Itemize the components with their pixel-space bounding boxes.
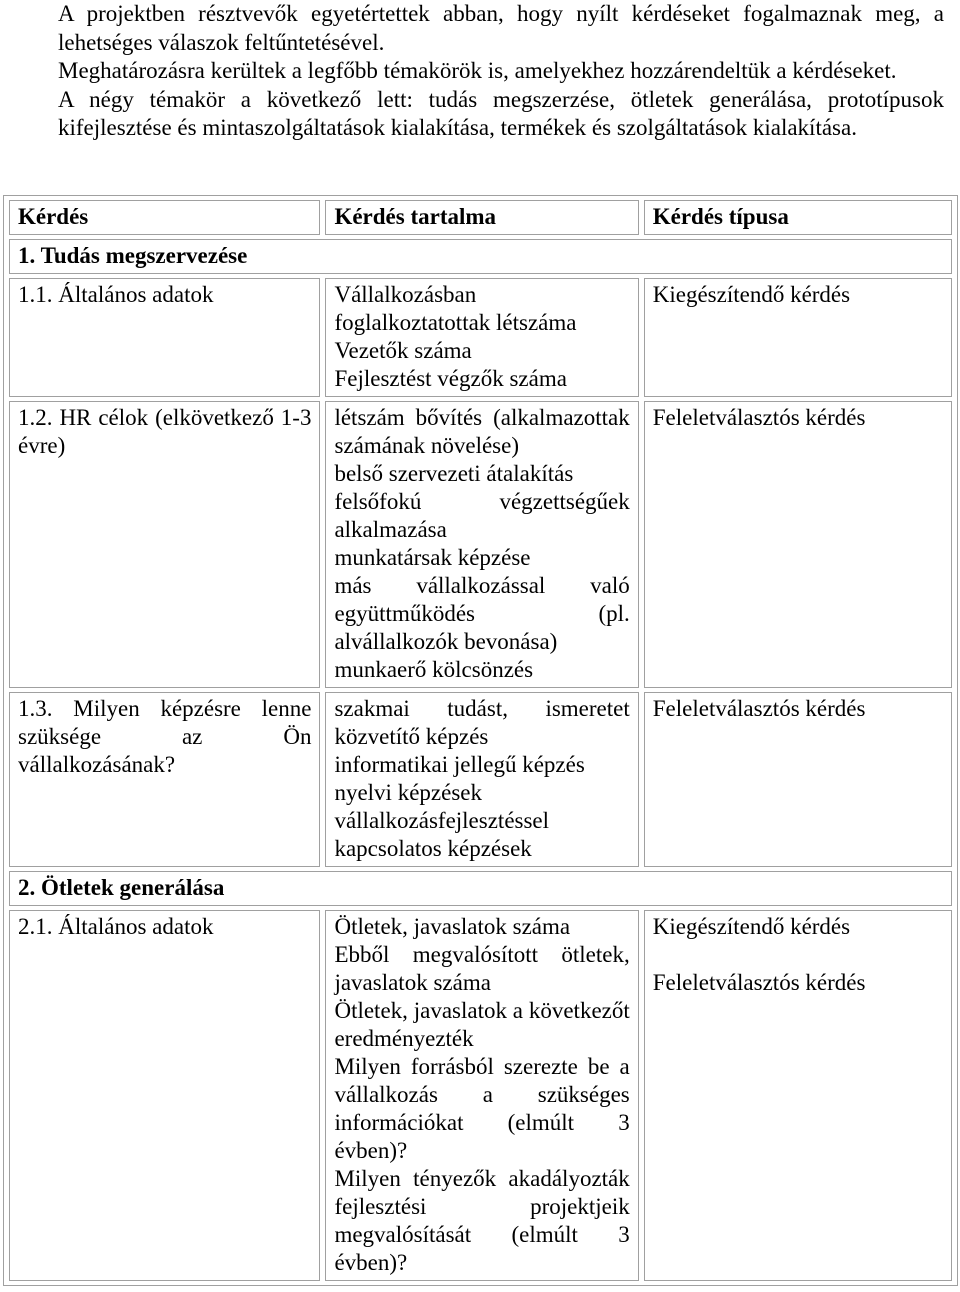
content-item: Vállalkozásban foglalkoztatottak létszáma [334, 282, 577, 335]
content-item: Fejlesztést végzők száma [334, 366, 567, 391]
content-cell [325, 278, 638, 397]
content-item: nyelvi képzések [334, 780, 482, 805]
content-item: Vezetők száma [334, 338, 472, 363]
content-cell [325, 692, 638, 867]
intro-text [58, 0, 944, 143]
question-cell: 1.3. Milyen képzésre lenne szüksége az Ön vállalkozásának? [9, 692, 320, 867]
section-row-2 [9, 871, 952, 906]
content-item: Ötletek, javaslatok száma [334, 914, 571, 939]
type-label: Kiegészítendő kérdés [652, 914, 851, 939]
type-cell [644, 910, 952, 1281]
content-item: létszám bővítés (alkalmazottak számának növelése) [334, 405, 630, 458]
content-item: munkaerő kölcsönzés [334, 657, 534, 682]
question-cell: 1.2. HR célok (elkövetkező 1-3 évre) [9, 401, 320, 688]
section-row-1 [9, 239, 952, 274]
header-question: Kérdés [9, 200, 320, 235]
header-content: Kérdés tartalma [325, 200, 638, 235]
content-item: informatikai jellegű képzés [334, 752, 585, 777]
section-title: 1. Tudás megszervezése [9, 239, 952, 274]
header-type: Kérdés típusa [644, 200, 952, 235]
type-label: Feleletválasztós kérdés [652, 970, 866, 995]
intro-paragraph-1: A projektben résztvevők egyetértettek abban, hogy nyílt kérdéseket fogalmaznak meg, a lehetséges válaszok feltűntetésével. [58, 1, 944, 55]
question-cell: 2.1. Általános adatok [9, 910, 320, 1281]
content-cell [325, 910, 638, 1281]
section-title: 2. Ötletek generálása [9, 871, 952, 906]
content-item: Milyen forrásból szerezte be a vállalkozás a szükséges információkat (elmúlt 3 évben)? [334, 1054, 630, 1163]
table-row [9, 910, 952, 1281]
spacer [653, 941, 943, 969]
intro-paragraph-2: Meghatározásra kerültek a legfőbb témakörök is, amelyekhez hozzárendeltük a kérdéseket. [58, 58, 897, 83]
question-cell: 1.1. Általános adatok [9, 278, 320, 397]
intro-paragraph-3: A négy témakör a következő lett: tudás megszerzése, ötletek generálása, prototípusok kifejlesztése és mintaszolgáltatások kialakítása, termékek és szolgáltatások kialakítása. [58, 86, 944, 140]
question-table [3, 195, 958, 1286]
content-item: felsőfokú végzettségűek alkalmazása [334, 489, 630, 542]
type-cell: Feleletválasztós kérdés [644, 401, 952, 688]
content-item: belső szervezeti átalakítás [334, 461, 574, 486]
table-row [9, 401, 952, 688]
content-cell [325, 401, 638, 688]
content-item: szakmai tudást, ismeretet közvetítő képzés [334, 696, 630, 749]
content-item: más vállalkozással való együttműködés (pl. alvállalkozók bevonása) [334, 573, 630, 654]
table-row [9, 692, 952, 867]
type-cell: Kiegészítendő kérdés [644, 278, 952, 397]
content-item: Milyen tényezők akadályozták fejlesztési projektjeik megvalósítását (elmúlt 3 évben)? [334, 1166, 630, 1275]
content-item: vállalkozásfejlesztéssel kapcsolatos képzések [334, 808, 550, 861]
content-item: Ebből megvalósított ötletek, javaslatok száma [334, 942, 630, 995]
table-row [9, 278, 952, 397]
content-item: Ötletek, javaslatok a következőt eredményezték [334, 998, 630, 1051]
table-header-row [9, 200, 952, 235]
content-item: munkatársak képzése [334, 545, 531, 570]
type-cell: Feleletválasztós kérdés [644, 692, 952, 867]
